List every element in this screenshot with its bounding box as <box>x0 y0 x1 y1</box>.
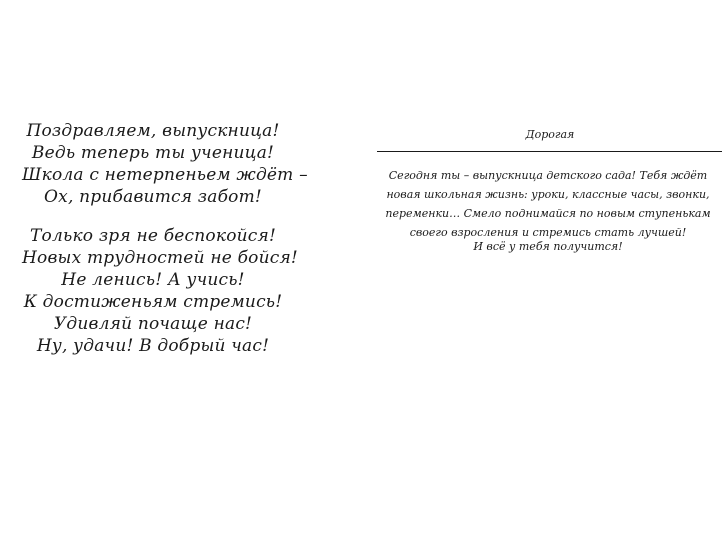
card-message-panel <box>373 128 723 256</box>
poem <box>22 120 308 357</box>
poem-line: Новых трудностей не бойся! <box>22 248 298 268</box>
poem-line: К достиженьям стремись! <box>23 292 283 312</box>
message-line: И всё у тебя получится! <box>473 240 623 253</box>
message-line: переменки… Смело поднимайся по новым ступенькам <box>385 207 711 220</box>
poem-stanza-1 <box>22 120 308 208</box>
message-line: новая школьная жизнь: уроки, классные часы, звонки, <box>386 188 710 201</box>
card-message <box>373 166 723 256</box>
greeting-heading: Дорогая <box>525 128 575 141</box>
message-line: своего взросления и стремись стать лучшей! <box>409 226 687 239</box>
poem-stanza-2 <box>22 225 298 357</box>
poem-line: Ох, прибавится забот! <box>44 187 262 207</box>
poem-line: Ведь теперь ты ученица! <box>31 143 275 163</box>
poem-line: Поздравляем, выпускница! <box>26 121 280 141</box>
poem-line: Ну, удачи! В добрый час! <box>36 336 270 356</box>
stanza-gap <box>22 208 284 225</box>
poem-line: Только зря не беспокойся! <box>29 226 276 246</box>
poem-line: Удивляй почаще нас! <box>53 314 253 334</box>
name-line <box>377 151 722 152</box>
message-line: Сегодня ты – выпускница детского сада! Тебя ждёт <box>388 169 708 182</box>
poem-line: Школа с нетерпеньем ждёт – <box>22 165 308 185</box>
poem-line: Не ленись! А учись! <box>61 270 245 290</box>
